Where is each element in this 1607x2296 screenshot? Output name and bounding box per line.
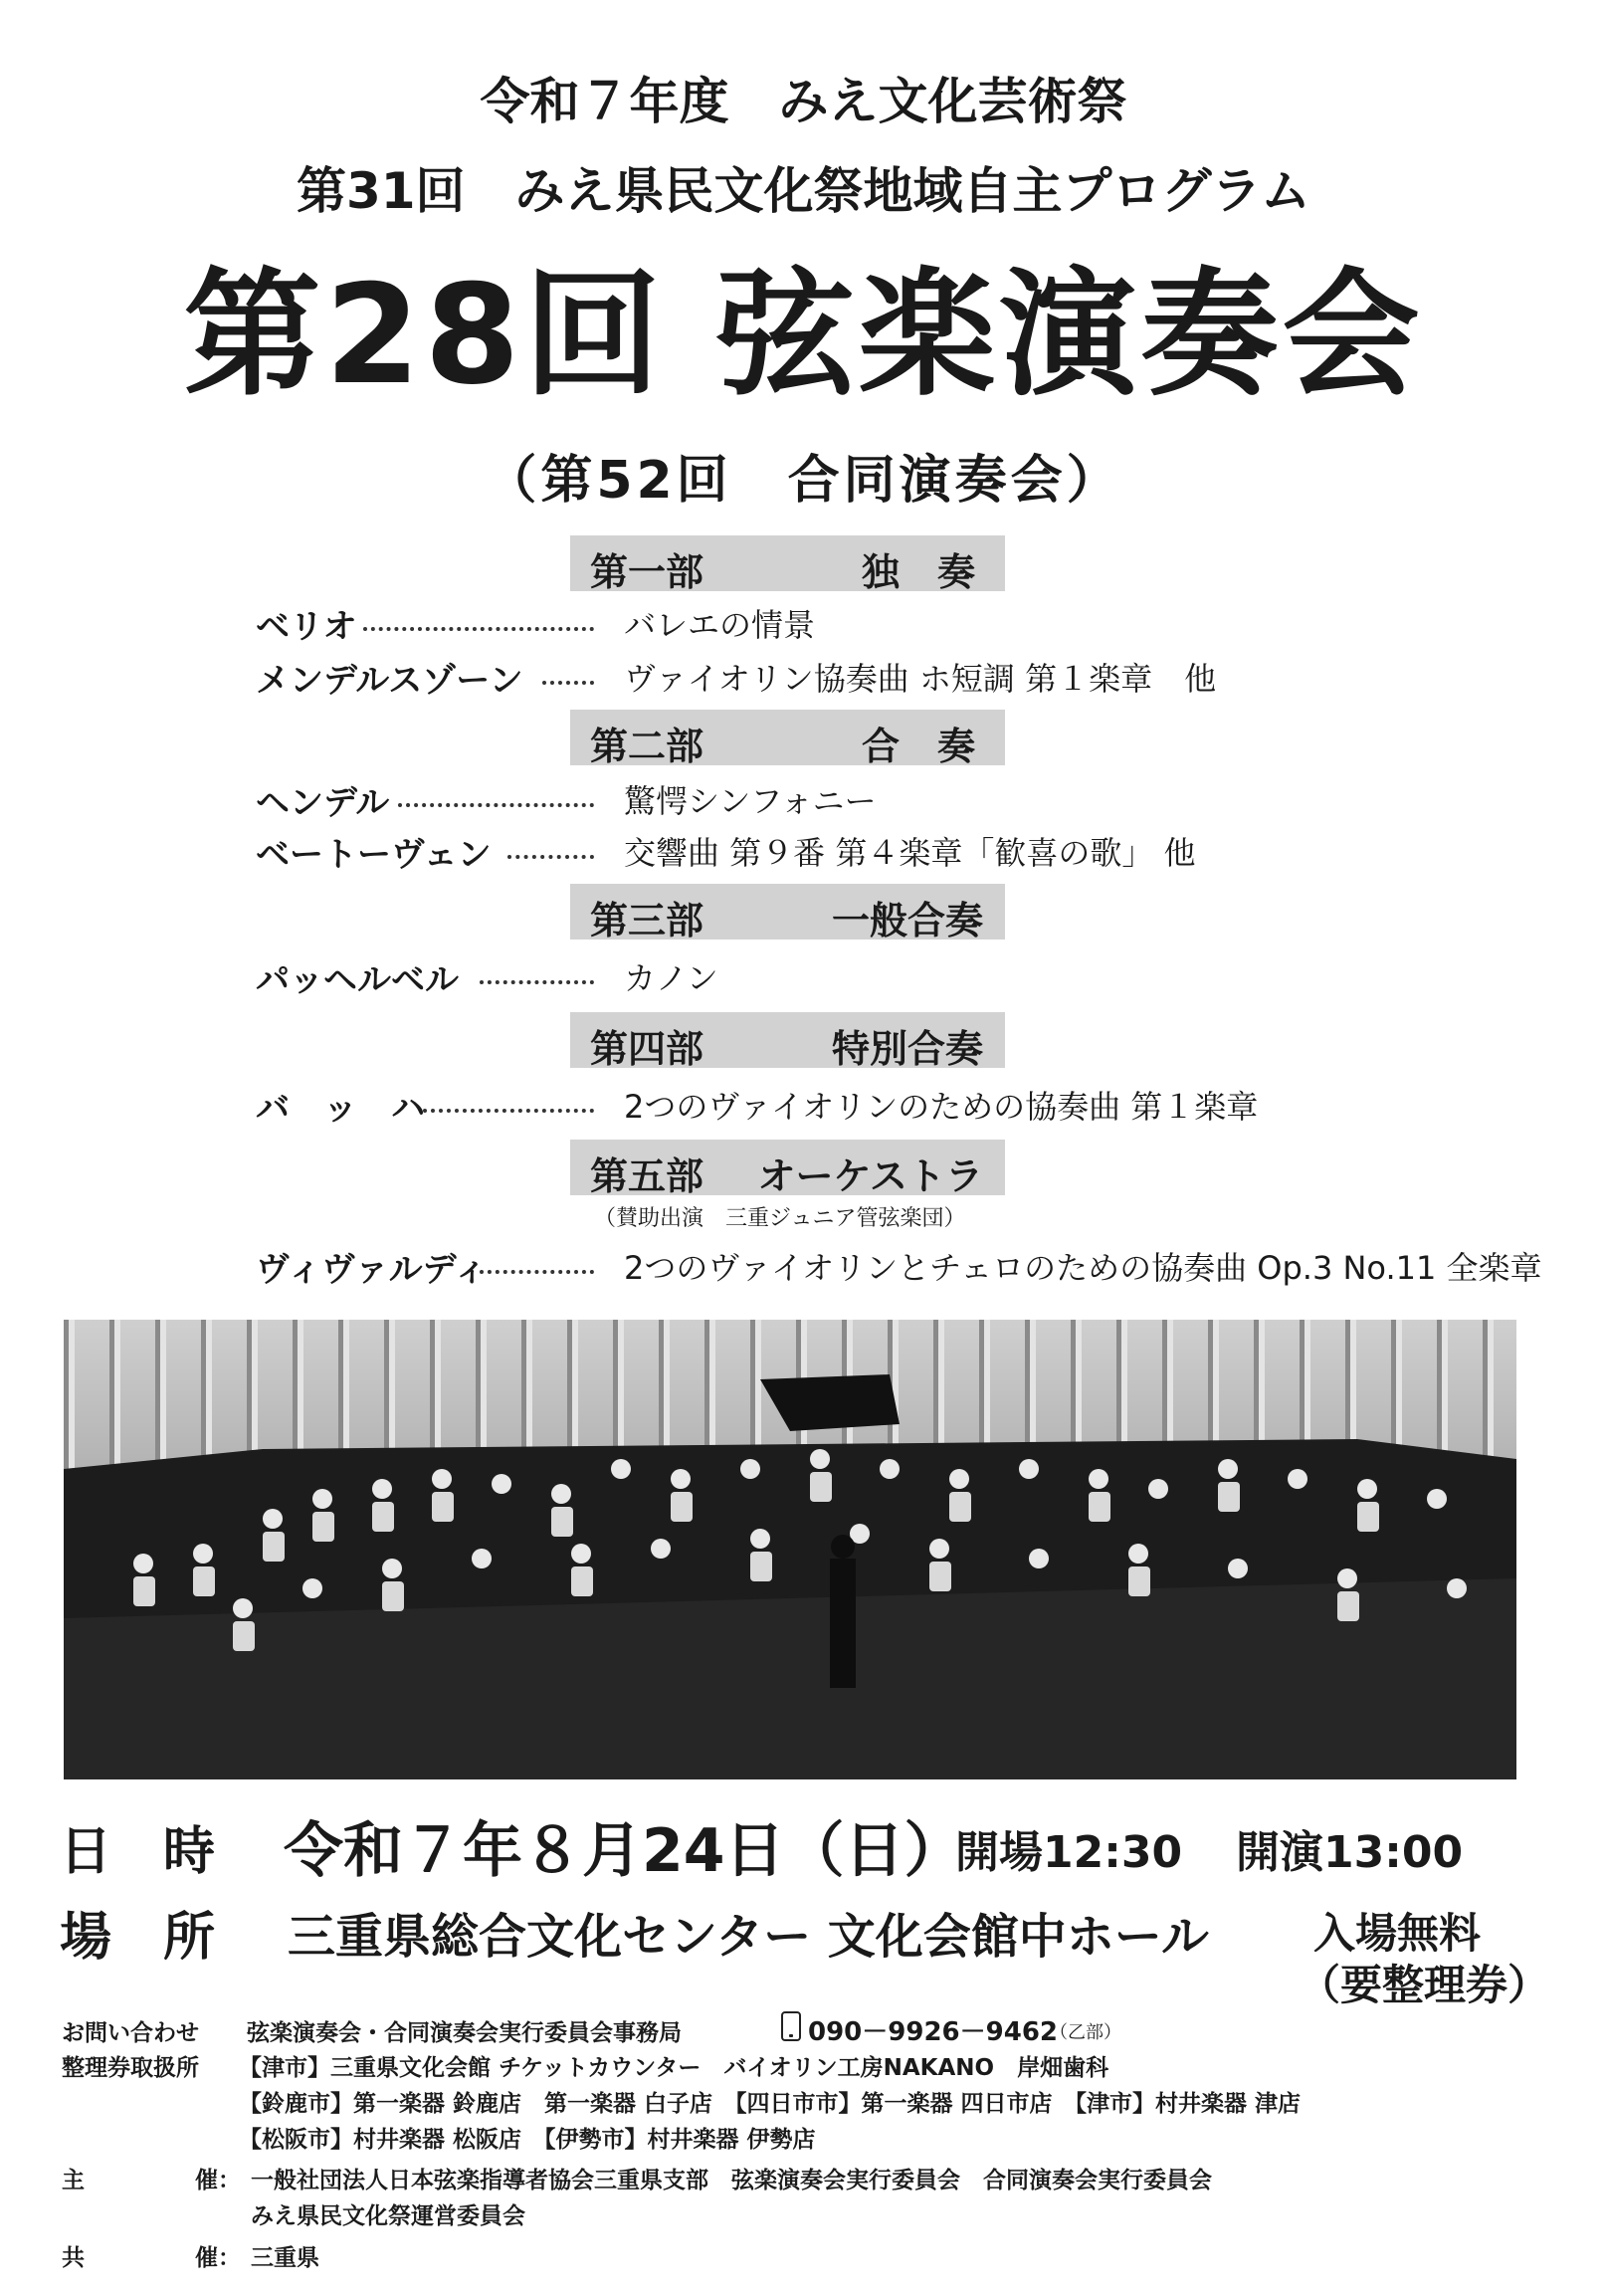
cohost-label-b: 催： bbox=[195, 2245, 241, 2271]
composer: ベリオ bbox=[256, 607, 357, 647]
tickets-line-1: 【津市】三重県文化会館 チケットカウンター バイオリン工房NAKANO 岸畑歯科 bbox=[239, 2055, 1109, 2081]
dot-leader bbox=[398, 803, 594, 807]
contact-person: （乙部） bbox=[1050, 2022, 1121, 2043]
concert-title: 第28回 弦楽演奏会 bbox=[183, 255, 1424, 415]
part-name: 独 奏 bbox=[861, 549, 975, 594]
festival-line: 令和７年度 みえ文化芸術祭 bbox=[480, 73, 1127, 130]
guest-note: （賛助出演 三重ジュニア管弦楽団） bbox=[594, 1206, 966, 1231]
host-line-2: みえ県民文化祭運営委員会 bbox=[251, 2203, 525, 2229]
part-number: 第三部 bbox=[590, 898, 704, 942]
part-5-header bbox=[570, 1140, 1005, 1198]
tickets-label: 整理券取扱所 bbox=[62, 2055, 199, 2081]
orchestra-photo-art bbox=[64, 1320, 1516, 1779]
composer: メンデルスゾーン bbox=[256, 661, 523, 701]
part-name: 特別合奏 bbox=[831, 1026, 983, 1071]
dot-leader bbox=[507, 855, 594, 859]
dot-leader bbox=[363, 627, 594, 631]
contact-label: お問い合わせ bbox=[62, 2020, 199, 2046]
program-line: 第31回 みえ県民文化祭地域自主プログラム bbox=[296, 162, 1311, 220]
part-number: 第二部 bbox=[590, 724, 704, 768]
part-1-header bbox=[570, 535, 1005, 594]
dot-leader bbox=[423, 1109, 594, 1113]
ticket-note: （要整理券） bbox=[1299, 1961, 1550, 2009]
piece: 2つのヴァイオリンとチェロのための協奏曲 Op.3 No.11 全楽章 bbox=[624, 1249, 1542, 1287]
piece: 驚愕シンフォニー bbox=[624, 782, 877, 820]
start-time: 開演13:00 bbox=[1236, 1827, 1464, 1878]
part-3-header bbox=[570, 884, 1005, 942]
composer: ヴィヴァルディ bbox=[256, 1250, 488, 1290]
host-label-b: 催： bbox=[195, 2168, 241, 2193]
part-2-header bbox=[570, 710, 1005, 768]
venue-name: 三重県総合文化センター 文化会館中ホール bbox=[288, 1909, 1209, 1965]
part-name: 一般合奏 bbox=[831, 898, 983, 942]
host-label-a: 主 bbox=[62, 2168, 85, 2193]
host-line-1: 一般社団法人日本弦楽指導者協会三重県支部 弦楽演奏会実行委員会 合同演奏会実行委員会 bbox=[251, 2168, 1212, 2193]
date-label: 日 時 bbox=[60, 1822, 216, 1882]
doors-open: 開場12:30 bbox=[955, 1827, 1183, 1878]
cohost-name: 三重県 bbox=[251, 2245, 319, 2271]
contact-phone: 090－9926－9462 bbox=[808, 2017, 1058, 2047]
piece: ヴァイオリン協奏曲 ホ短調 第１楽章 他 bbox=[624, 660, 1217, 698]
admission: 入場無料 bbox=[1313, 1909, 1482, 1958]
dot-leader bbox=[480, 980, 594, 984]
part-name: オーケストラ bbox=[757, 1153, 983, 1198]
piece: 2つのヴァイオリンのための協奏曲 第１楽章 bbox=[624, 1088, 1259, 1126]
piece: バレエの情景 bbox=[624, 606, 816, 644]
concert-subtitle: （第52回 合同演奏会） bbox=[485, 451, 1122, 511]
part-name: 合 奏 bbox=[861, 724, 975, 768]
part-number: 第四部 bbox=[590, 1026, 704, 1071]
contact-office: 弦楽演奏会・合同演奏会実行委員会事務局 bbox=[247, 2020, 682, 2046]
cohost-label-a: 共 bbox=[62, 2245, 85, 2271]
composer: ベートーヴェン bbox=[256, 835, 492, 875]
part-number: 第五部 bbox=[590, 1153, 704, 1198]
venue-label: 場 所 bbox=[60, 1908, 216, 1968]
dot-leader bbox=[480, 1270, 594, 1274]
tickets-line-3: 【松阪市】村井楽器 松阪店 【伊勢市】村井楽器 伊勢店 bbox=[239, 2127, 816, 2153]
dot-leader bbox=[542, 681, 594, 685]
composer: バ ッ ハ bbox=[256, 1089, 425, 1129]
event-date: 令和７年８月24日（日） bbox=[284, 1816, 964, 1886]
orchestra-photo bbox=[64, 1320, 1516, 1779]
composer: パッヘルベル bbox=[256, 960, 459, 1000]
piece: カノン bbox=[624, 959, 718, 997]
piece: 交響曲 第９番 第４楽章「歓喜の歌」 他 bbox=[624, 834, 1196, 872]
part-number: 第一部 bbox=[590, 549, 704, 594]
phone-icon bbox=[781, 2011, 801, 2041]
tickets-line-2: 【鈴鹿市】第一楽器 鈴鹿店 第一楽器 白子店 【四日市市】第一楽器 四日市店 【津市】村井楽器 津店 bbox=[239, 2091, 1302, 2117]
composer: ヘンデル bbox=[256, 783, 390, 823]
part-4-header bbox=[570, 1012, 1005, 1071]
